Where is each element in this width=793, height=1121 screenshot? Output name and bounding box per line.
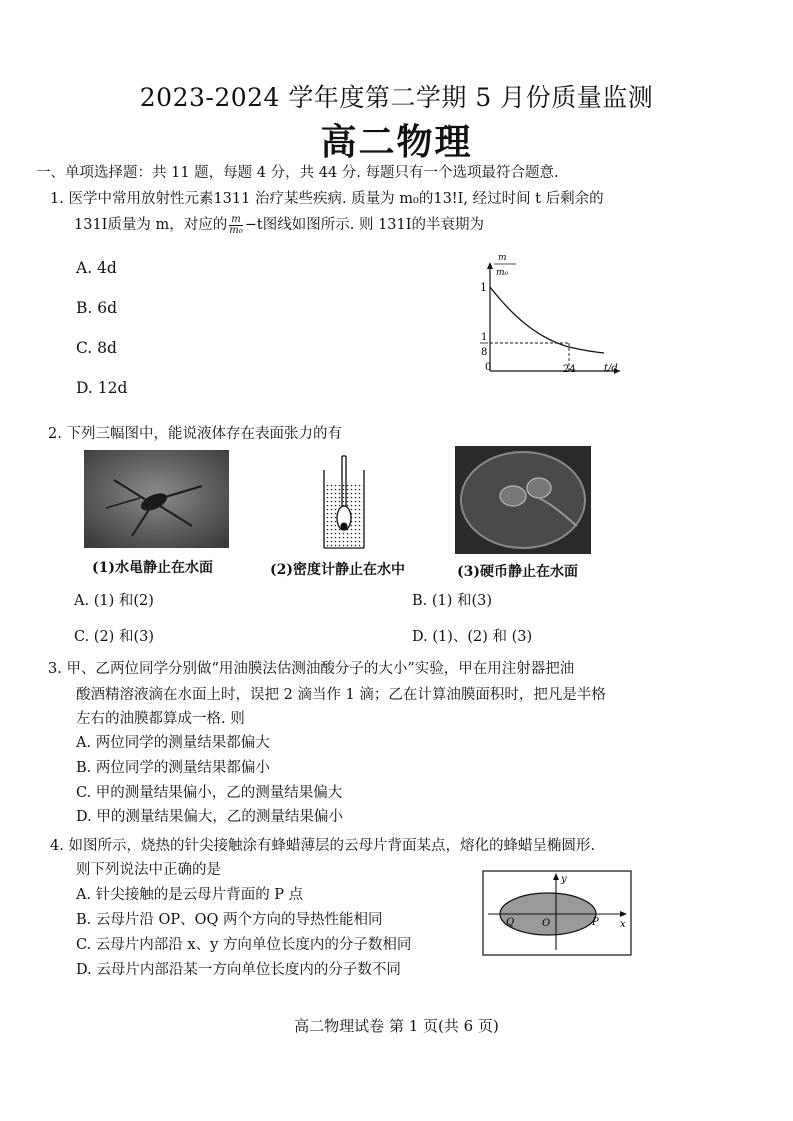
mica-y-label: y [561,874,567,885]
q3-option-a[interactable]: A. 两位同学的测量结果都偏大 [76,735,270,751]
q3-stem-line2: 酸酒精溶液滴在水面上时，误把 2 滴当作 1 滴；乙在计算油膜面积时，把凡是半格 [76,687,606,703]
q3-option-d[interactable]: D. 甲的测量结果偏大，乙的测量结果偏小 [76,809,343,825]
q1-stem-part-b: −t图线如图所示. 则 131I的半衰期为 [244,217,484,233]
exam-title: 2023-2024 学年度第二学期 5 月份质量监测 [139,83,654,112]
mica-origin-label: O [542,918,551,929]
caption-coin: (3)硬币静止在水面 [457,564,578,580]
caption-water-strider: (1)水黾静止在水面 [92,560,213,576]
q3-option-c[interactable]: C. 甲的测量结果偏小，乙的测量结果偏大 [76,785,343,801]
q3-option-b[interactable]: B. 两位同学的测量结果都偏小 [76,760,270,776]
graph-tick-24: 24 [563,364,576,375]
graph-x-label: t/d [604,363,618,374]
q2-stem: 2. 下列三幅图中，能说液体存在表面张力的有 [48,426,342,442]
graph-y-label-den: m₀ [496,268,509,278]
section-heading: 一、单项选择题：共 11 题，每题 4 分，共 44 分. 每题只有一个选项最符合题意. [36,165,559,181]
q1-stem-line2 [74,214,484,236]
subject-title: 高二物理 [320,121,473,163]
q1-option-b[interactable]: B. 6d [76,299,118,317]
q1-option-c[interactable]: C. 8d [76,339,117,357]
q4-option-c[interactable]: C. 云母片内部沿 x、y 方向单位长度内的分子数相同 [76,937,412,953]
q2-option-c[interactable]: C. (2) 和(3) [74,629,154,645]
mica-p-label: P [592,917,599,928]
graph-y-arrow [487,262,493,269]
graph-y-label-num: m [498,253,507,263]
q3-stem-line1: 3. 甲、乙两位同学分别做“用油膜法估测油酸分子的大小”实验，甲在用注射器把油 [48,661,575,677]
page-footer: 高二物理试卷 第 1 页(共 6 页) [294,1017,499,1035]
coin-on-water-photo [455,446,591,554]
water-strider-photo [84,450,229,548]
graph-tick-one: 1 [480,281,487,294]
mica-x-label: x [620,919,626,930]
q4-option-b[interactable]: B. 云母片沿 OP、OQ 两个方向的导热性能相同 [76,912,383,928]
q1-fraction: $\frac{m}{\text{m₀}}$ [229,213,243,236]
caption-hydrometer: (2)密度计静止在水中 [270,562,405,578]
q4-option-a[interactable]: A. 针尖接触的是云母片背面的 P 点 [76,887,304,903]
mica-q-label: Q [506,917,515,928]
mica-figure [482,870,632,956]
graph-tick-frac-num: 1 [481,332,488,343]
graph-tick-frac-den: 8 [481,347,488,358]
q1-stem-part-a: 131I质量为 m，对应的 [74,217,228,233]
q4-option-d[interactable]: D. 云母片内部沿某一方向单位长度内的分子数不同 [76,962,401,978]
q2-option-b[interactable]: B. (1) 和(3) [412,593,493,609]
q3-stem-line3: 左右的油膜都算成一格. 则 [76,711,245,727]
graph-origin: 0 [485,362,492,373]
q2-option-d[interactable]: D. (1)、(2) 和 (3) [412,629,533,645]
q1-decay-graph [470,244,630,380]
q1-option-a[interactable]: A. 4d [76,259,117,277]
q1-option-d[interactable]: D. 12d [76,379,128,397]
hydrometer-diagram [318,452,370,552]
q1-stem-line1: 1. 医学中常用放射性元素1311 治疗某些疾病. 质量为 m₀的13!I, 经过时间 t 后剩余的 [50,191,604,207]
q2-option-a[interactable]: A. (1) 和(2) [74,593,154,609]
q4-stem-line2: 则下列说法中正确的是 [76,862,221,878]
q4-stem-line1: 4. 如图所示，烧热的针尖接触涂有蜂蜡薄层的云母片背面某点，熔化的蜂蜡呈椭圆形. [50,838,596,854]
